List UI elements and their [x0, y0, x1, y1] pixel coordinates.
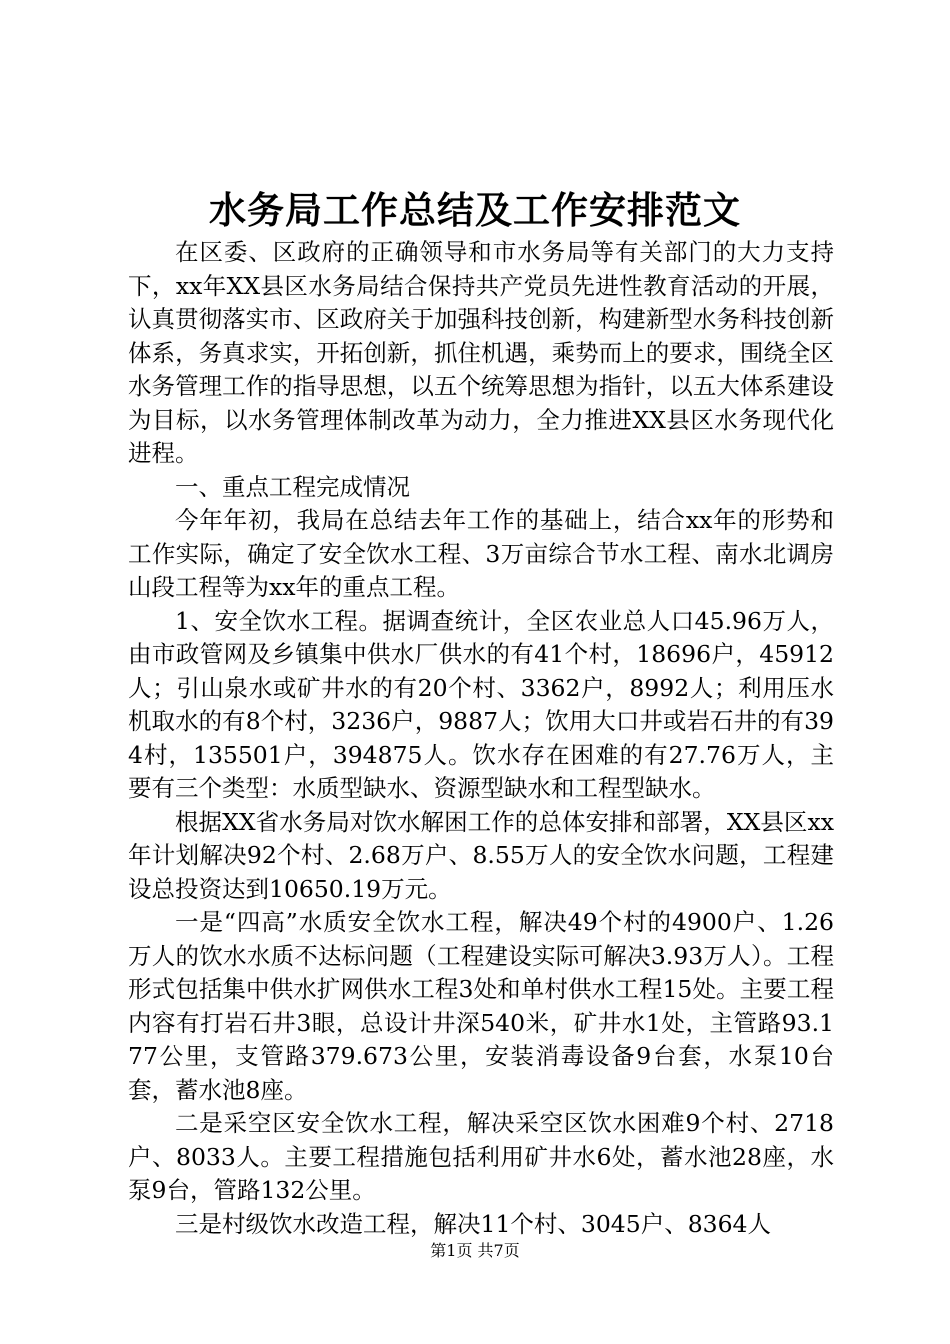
- paragraph-key-projects: 今年年初，我局在总结去年工作的基础上，结合xx年的形势和工作实际，确定了安全饮水工程、3万亩综合节水工程、南水北调房山段工程等为xx年的重点工程。: [128, 506, 834, 601]
- paragraph-item-three: 三是村级饮水改造工程，解决11个村、3045户、8364人: [175, 1209, 772, 1238]
- paragraph-plan: 根据XX省水务局对饮水解困工作的总体安排和部署，XX县区xx年计划解决92个村、2.68万户、8.55万人的安全饮水问题，工程建设总投资达到10650.19万元。: [128, 807, 834, 903]
- paragraph-intro: 在区委、区政府的正确领导和市水务局等有关部门的大力支持下，xx年XX县区水务局结合保持共产党员先进性教育活动的开展，认真贯彻落实市、区政府关于加强科技创新，构建新型水务科技创新体系，务真求实，开拓创新，抓住机遇，乘势而上的要求，围绕全区水务管理工作的指导思想，以五个统筹思想为指针，以五大体系建设为目标，以水务管理体制改革为动力，全力推进XX县区水务现代化进程。: [128, 238, 834, 467]
- page-number: 第1页 共7页: [430, 1241, 520, 1260]
- section-heading: 一、重点工程完成情况: [175, 472, 410, 501]
- paragraph-safe-water: 1、安全饮水工程。据调查统计，全区农业总人口45.96万人，由市政管网及乡镇集中供水厂供水的有41个村，18696户，45912人；引山泉水或矿井水的有20个村、3362户，8992人；利用压水机取水的有8个村，3236户，9887人；饮用大口井或岩石井的有394村，135501户，394875人。饮水存在困难的有27.76万人，主要有三个类型：水质型缺水、资源型缺水和工程型缺水。: [128, 606, 834, 802]
- paragraph-item-two: 二是采空区安全饮水工程，解决采空区饮水困难9个村、2718户、8033人。主要工程措施包括利用矿井水6处，蓄水池28座，水泵9台，管路132公里。: [128, 1109, 834, 1204]
- document-title: 水务局工作总结及工作安排范文: [209, 188, 741, 232]
- paragraph-item-one: 一是“四高”水质安全饮水工程，解决49个村的4900户、1.26万人的饮水水质不达标问题（工程建设实际可解决3.93万人）。工程形式包括集中供水扩网供水工程3处和单村供水工程15处。主要工程内容有打岩石井3眼，总设计井深540米，矿井水1处，主管路93.177公里，支管路379.673公里，安装消毒设备9台套，水泵10台套，蓄水池8座。: [128, 908, 834, 1104]
- document-body: [128, 236, 834, 1241]
